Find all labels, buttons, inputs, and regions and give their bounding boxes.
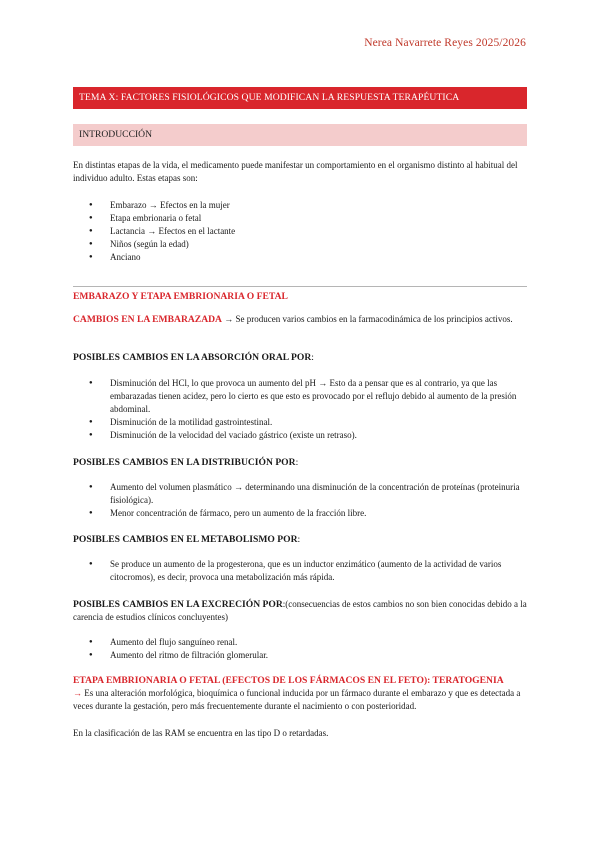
list-item: ● Disminución de la velocidad del vaciado gástrico (existe un retraso).: [73, 429, 527, 442]
fetal-text: Es una alteración morfológica, bioquímica o funcional inducida por un fármaco durante el embarazo y que es detectada a veces durante la gestación, pero más frecuentemente durante el nacimiento o con posterioridad.: [73, 688, 521, 711]
fetal-paragraph: [73, 674, 527, 713]
absorcion-heading: POSIBLES CAMBIOS EN LA ABSORCIÓN ORAL POR:: [73, 352, 314, 363]
absorcion-list: [73, 377, 527, 442]
ram-paragraph: En la clasificación de las RAM se encuentra en las tipo D o retardadas.: [73, 728, 329, 738]
list-item: ● Se produce un aumento de la progesterona, que es un inductor enzimático (aumento de la actividad de varios citocromos), es decir, provoca una metabolización más rápida.: [73, 558, 527, 584]
intro-paragraph: En distintas etapas de la vida, el medicamento puede manifestar un comportamiento en el organismo distinto al habitual del individuo adulto. Estas etapas son:: [73, 160, 518, 183]
intro-heading: INTRODUCCIÓN: [73, 124, 527, 146]
list-item: ● Disminución de la motilidad gastrointestinal.: [73, 416, 527, 429]
distribucion-heading: POSIBLES CAMBIOS EN LA DISTRIBUCIÓN POR:: [73, 457, 299, 468]
arrow-icon: →: [73, 688, 82, 698]
list-item: ● Etapa embrionaria o fetal: [73, 212, 527, 225]
author-header: Nerea Navarrete Reyes 2025/2026: [364, 37, 526, 49]
list-item: ● Aumento del volumen plasmático → determinando una disminución de la concentración de proteínas (proteinuria fisiológica).: [73, 481, 527, 507]
tema-title-banner: TEMA X: FACTORES FISIOLÓGICOS QUE MODIFICAN LA RESPUESTA TERAPÉUTICA: [73, 87, 527, 109]
list-item: ● Menor concentración de fármaco, pero un aumento de la fracción libre.: [73, 507, 527, 520]
list-item: ● Anciano: [73, 251, 527, 264]
list-item: ● Niños (según la edad): [73, 238, 527, 251]
list-item: ● Aumento del flujo sanguíneo renal.: [73, 636, 527, 649]
excrecion-list: [73, 636, 527, 662]
excrecion-heading: POSIBLES CAMBIOS EN LA EXCRECIÓN POR:(consecuencias de estos cambios no son bien conocidas debido a la carencia de estudios clínicos concluyentes): [73, 599, 527, 622]
distribucion-list: [73, 481, 527, 520]
stages-list: [73, 199, 527, 264]
section-heading-embarazo: EMBARAZO Y ETAPA EMBRIONARIA O FETAL: [73, 291, 288, 302]
cambios-text: → Se producen varios cambios en la farmacodinámica de los principios activos.: [224, 314, 513, 324]
metabolismo-list: [73, 558, 527, 584]
fetal-heading: ETAPA EMBRIONARIA O FETAL (EFECTOS DE LOS FÁRMACOS EN EL FETO): TERATOGENIA: [73, 675, 504, 686]
section-divider: [73, 286, 527, 287]
cambios-label: CAMBIOS EN LA EMBARAZADA: [73, 314, 222, 325]
metabolismo-heading: POSIBLES CAMBIOS EN EL METABOLISMO POR:: [73, 534, 301, 545]
list-item: ● Disminución del HCl, lo que provoca un aumento del pH → Esto da a pensar que es al contrario, ya que las embarazadas tienen acidez, pero lo cierto es que esto es provocado por el reflujo debido al aumento de la presión abdominal.: [73, 377, 527, 416]
list-item: ● Aumento del ritmo de filtración glomerular.: [73, 649, 527, 662]
cambios-paragraph: [73, 313, 527, 326]
list-item: ● Embarazo → Efectos en la mujer: [73, 199, 527, 212]
list-item: ● Lactancia → Efectos en el lactante: [73, 225, 527, 238]
